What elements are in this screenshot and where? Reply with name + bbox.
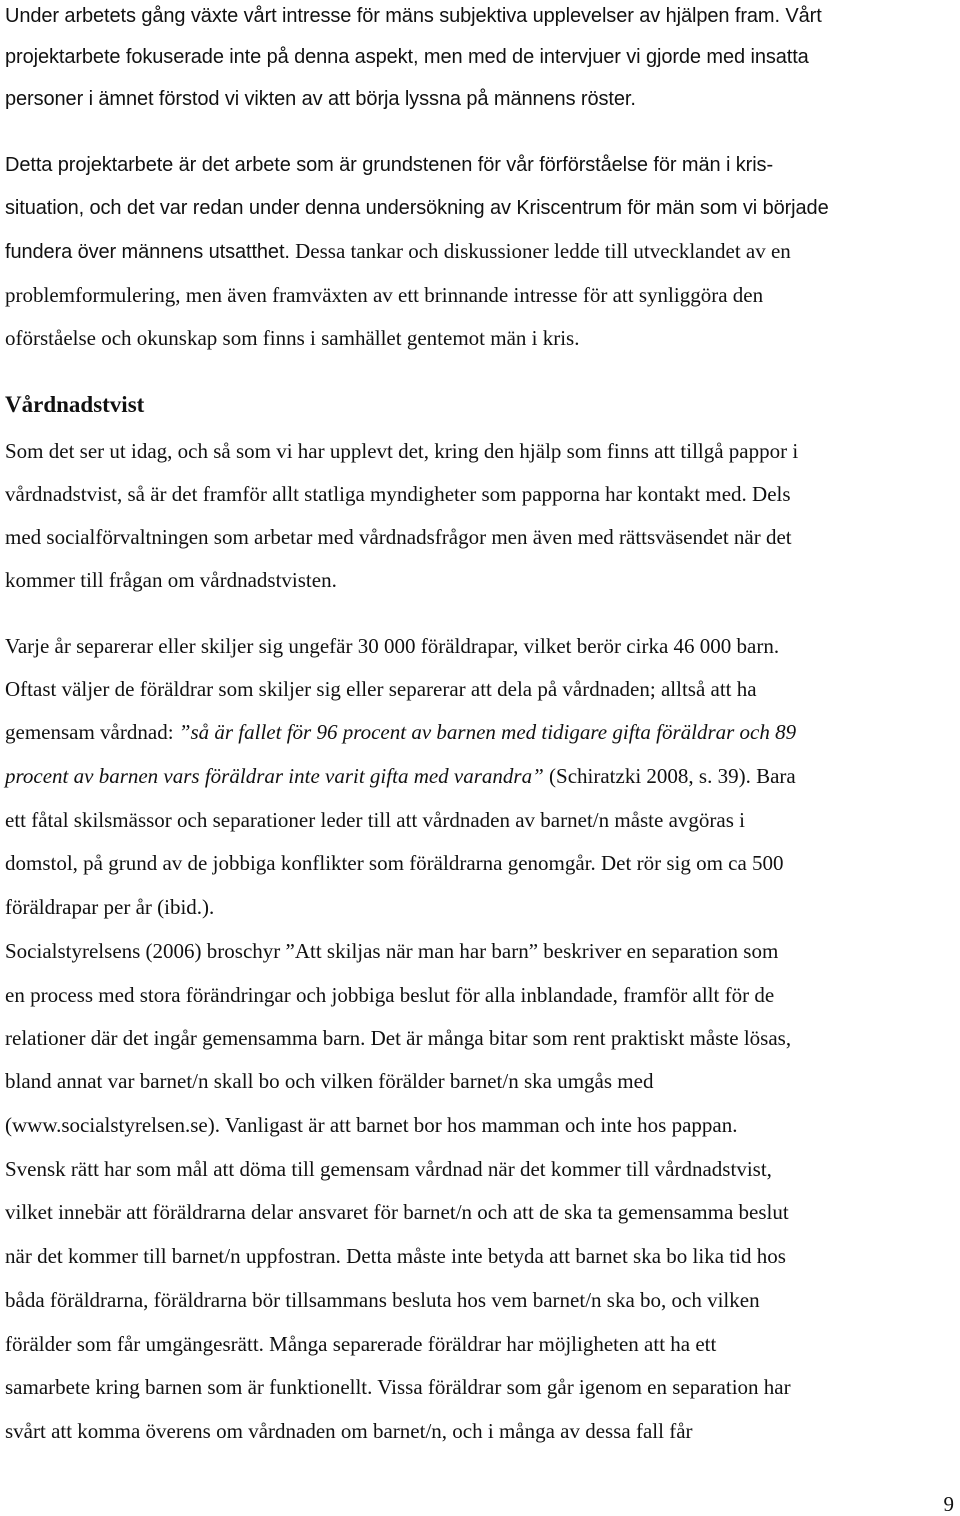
body-text-line: Varje år separerar eller skiljer sig ungefär 30 000 föräldrapar, vilket berör cirka 46 000 barn.	[5, 634, 780, 658]
body-text-line: Oftast väljer de föräldrar som skiljer sig eller separerar att dela på vårdnaden; alltså att ha	[5, 677, 757, 701]
body-text-line: en process med stora förändringar och jobbiga beslut för alla inblandade, framför allt för de	[5, 983, 775, 1007]
body-text-line: föräldrapar per år (ibid.).	[5, 895, 215, 919]
body-text-line	[5, 764, 796, 788]
body-text-line: oförståelse och okunskap som finns i samhället gentemot män i kris.	[5, 326, 580, 350]
body-text-line: Under arbetets gång växte vårt intresse för mäns subjektiva upplevelser av hjälpen fram. Vårt	[5, 5, 822, 27]
quote-text: ”så är fallet för 96 procent av barnen med tidigare gifta föräldrar och 89	[178, 720, 797, 744]
body-text-line	[5, 720, 796, 744]
body-text-line: vilket innebär att föräldrarna delar ansvaret för barnet/n och att de ska ta gemensamma beslut	[5, 1200, 789, 1224]
body-text-line: svårt att komma överens om vårdnaden om barnet/n, och i många av dessa fall får	[5, 1419, 693, 1443]
section-heading: Vårdnadstvist	[5, 392, 145, 417]
body-text-line: samarbete kring barnen som är funktionellt. Vissa föräldrar som går igenom en separation har	[5, 1375, 791, 1399]
body-text-line: bland annat var barnet/n skall bo och vilken förälder barnet/n ska umgås med	[5, 1069, 654, 1093]
body-text-line: (www.socialstyrelsen.se). Vanligast är att barnet bor hos mamman och inte hos pappan.	[5, 1113, 738, 1137]
body-text-line: Detta projektarbete är det arbete som är grundstenen för vår förförståelse för män i kris-	[5, 154, 774, 176]
body-text-line: förälder som får umgängesrätt. Många separerade föräldrar har möjligheten att ha ett	[5, 1332, 717, 1356]
body-text-line: ett fåtal skilsmässor och separationer leder till att vårdnaden av barnet/n måste avgöras i	[5, 808, 745, 832]
body-text-line: personer i ämnet förstod vi vikten av att börja lyssna på männens röster.	[5, 88, 636, 110]
body-text-line: projektarbete fokuserade inte på denna aspekt, men med de intervjuer vi gjorde med insatta	[5, 46, 809, 68]
citation-text: (Schiratzki 2008, s. 39). Bara	[543, 764, 796, 788]
text-run: fundera över männens utsatthet.	[5, 241, 290, 263]
text-run: Dessa tankar och diskussioner ledde till utvecklandet av en	[289, 239, 791, 263]
body-text-line: domstol, på grund av de jobbiga konflikter som föräldrarna genomgår. Det rör sig om ca 500	[5, 851, 784, 875]
body-text-line: problemformulering, men även framväxten av ett brinnande intresse för att synliggöra den	[5, 283, 764, 307]
text-run: gemensam vårdnad:	[5, 720, 179, 744]
body-text-line: Socialstyrelsens (2006) broschyr ”Att skiljas när man har barn” beskriver en separation som	[5, 939, 779, 963]
body-text-line: situation, och det var redan under denna undersökning av Kriscentrum för män som vi började	[5, 197, 829, 219]
page-number: 9	[943, 1492, 954, 1516]
body-text-line: Som det ser ut idag, och så som vi har upplevt det, kring den hjälp som finns att tillgå pappor i	[5, 439, 799, 463]
body-text-line: kommer till frågan om vårdnadstvisten.	[5, 568, 337, 592]
body-text-line: när det kommer till barnet/n uppfostran. Detta måste inte betyda att barnet ska bo lika tid hos	[5, 1244, 786, 1268]
body-text-line: med socialförvaltningen som arbetar med vårdnadsfrågor men även med rättsväsendet när det	[5, 525, 792, 549]
body-text-line: relationer där det ingår gemensamma barn. Det är många bitar som rent praktiskt måste lösas,	[5, 1026, 792, 1050]
body-text-line	[5, 239, 791, 264]
body-text-line: vårdnadstvist, så är det framför allt statliga myndigheter som papporna har kontakt med. Dels	[5, 482, 791, 506]
body-text-line: Svensk rätt har som mål att döma till gemensam vårdnad när det kommer till vårdnadstvist,	[5, 1157, 772, 1181]
quote-text: procent av barnen vars föräldrar inte varit gifta med varandra”	[5, 764, 544, 788]
body-text-line: båda föräldrarna, föräldrarna bör tillsammans besluta hos vem barnet/n ska bo, och vilken	[5, 1288, 760, 1312]
